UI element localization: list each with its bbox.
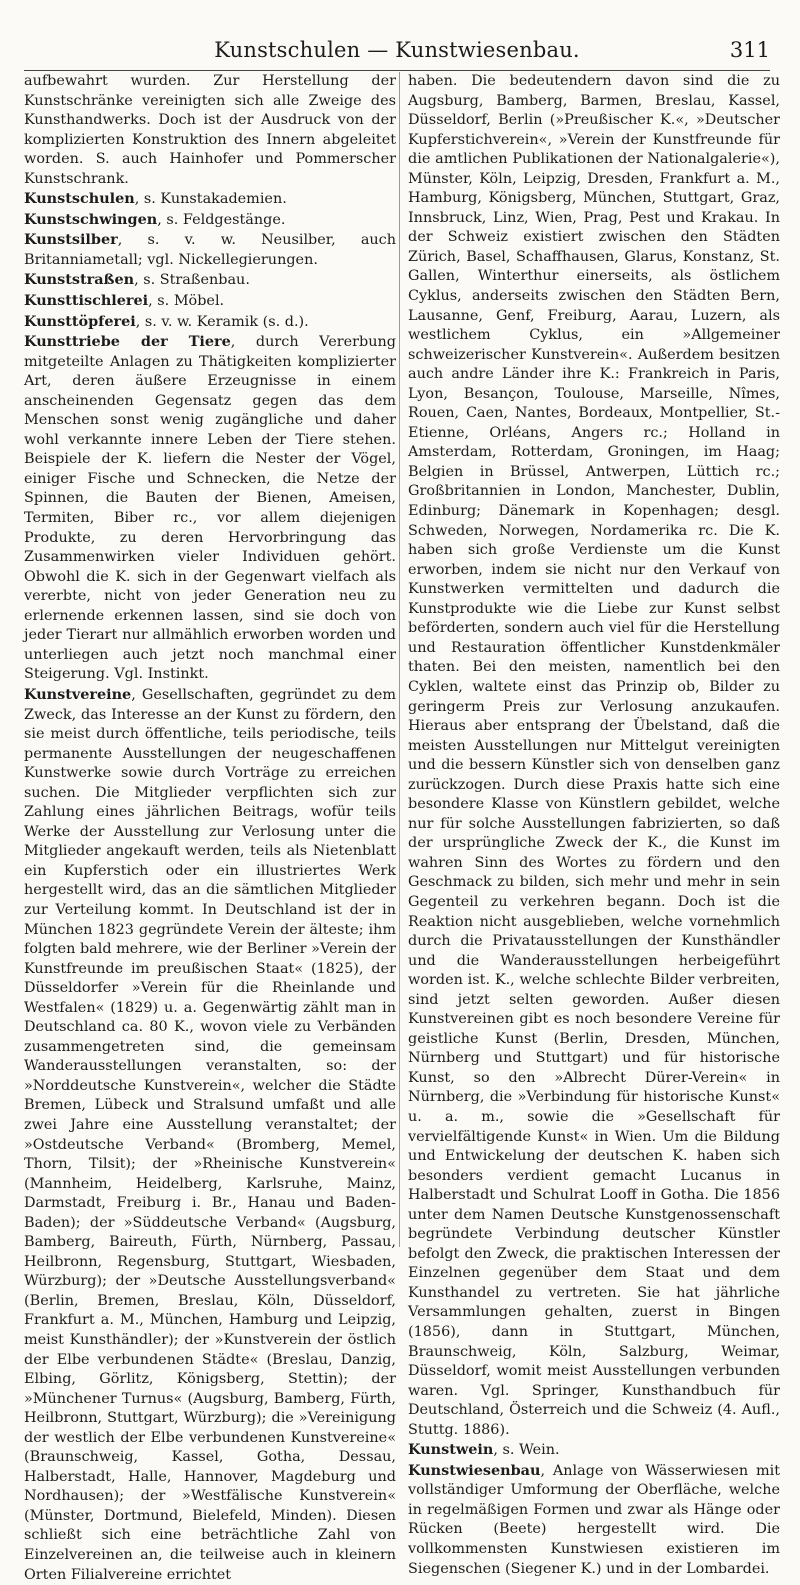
entry-text: , durch Vererbung mitgeteilte Anlagen zu Thätigkeiten komplizierter Art, deren äußere Erzeugnisse in einem anscheinenden Gegensatz gegen das dem Menschen sonst wenig zugängliche und daher wohl verkannte innere Leben der Tiere stehen. Beispiele der K. liefern die Nester der Vögel, einiger Fische und Schnecken, die Netze der Spinnen, die Bauten der Bienen, Ameisen, Termiten, Biber rc., vor allem diejenigen Produkte, zu deren Hervorbringung das Zusammenwirken vieler Individuen gehört. Obwohl die K. sich in der Gegenwart vielfach als vererbte, nicht von jeder Generation neu zu erlernende erkennen lassen, sind sie doch von jeder Tierart nur allmählich erworben worden und unterliegen auch jetzt noch manchmal einer Steigerung. Vgl. Instinkt.	[24, 334, 396, 683]
dictionary-entry	[408, 1461, 780, 1579]
entry-headword: Kunstschulen	[24, 190, 135, 208]
left-column	[24, 72, 396, 1585]
entry-text: , s. Straßenbau.	[134, 272, 250, 289]
dictionary-entry	[408, 1440, 780, 1461]
column-divider	[399, 72, 400, 1247]
dictionary-entry	[24, 230, 396, 270]
entry-text: , s. Wein.	[493, 1442, 560, 1459]
dictionary-entry	[24, 189, 396, 210]
entry-text: , s. Feldgestänge.	[157, 211, 286, 228]
entry-headword: Kunstvereine	[24, 685, 132, 703]
entry-text: haben. Die bedeutendern davon sind die zu Augsburg, Bamberg, Barmen, Breslau, Kassel, Düsseldorf, Berlin (»Preußischer K.«, »Deutscher Kupferstichverein«, »Verein der Kunstfreunde für die amtlichen Publikationen der Nationalgalerie«), Münster, Köln, Leipzig, Dresden, Frankfurt a. M., Hamburg, Königsberg, München, Stuttgart, Graz, Innsbruck, Linz, Wien, Prag, Pest und Krakau. In der Schweiz existiert zwischen den Städten Zürich, Basel, Schaffhausen, Glarus, Konstanz, St. Gallen, Winterthur einerseits, als östlichem Cyklus, anderseits zwischen den Städten Bern, Lausanne, Genf, Freiburg, Aarau, Luzern, als westlichem Cyklus, ein »Allgemeiner schweizerischer Kunstverein«. Außerdem besitzen auch andre Länder ihre K.: Frankreich in Paris, Lyon, Besançon, Toulouse, Marseille, Nîmes, Rouen, Caen, Nantes, Bordeaux, Montpellier, St.-Etienne, Orléans, Angers rc.; Holland in Amsterdam, Rotterdam, Groningen, im Haag; Belgien in Brüssel, Antwerpen, Lüttich rc.; Großbritannien in London, Manchester, Dublin, Edinburg; Dänemark in Kopenhagen; desgl. Schweden, Norwegen, Nordamerika rc. Die K. haben sich große Verdienste um die Kunst erworben, indem sie nicht nur den Verkauf von Kunstwerken vermittelten und dadurch die Kunstprodukte wie die Liebe zur Kunst selbst beförderten, sondern auch viel für die Herstellung und Restauration öffentlicher Kunstdenkmäler thaten. Bei den meisten, namentlich bei den Cyklen, waltete einst das Prinzip ob, Bilder zu geringerm Preis zur Verlosung anzukaufen. Hieraus aber entsprang der Übelstand, daß die meisten Ausstellungen nur Mittelgut vereinigten und die bessern Künstler sich von denselben ganz zurückzogen. Durch diese Praxis hatte sich eine besondere Klasse von Künstlern gebildet, welche nur für solche Ausstellungen fabrizierten, so daß der ursprüngliche Zweck der K., die Kunst im wahren Sinn des Wortes zu fördern und den Geschmack zu bilden, sich mehr und mehr in sein Gegenteil zu verkehren begann. Doch ist die Reaktion nicht ausgeblieben, welche vornehmlich durch die Privatausstellungen der Kunsthändler und die Wanderausstellungen herbeigeführt worden ist. K., welche schlechte Bilder verbreiten, sind jetzt selten geworden. Außer diesen Kunstvereinen gibt es noch besondere Vereine für geistliche Kunst (Berlin, Dresden, München, Nürnberg und Stuttgart) und für historische Kunst, so den »Albrecht Dürer-Verein« in Nürnberg, die »Verbindung für historische Kunst« u. a. m., sowie die »Gesellschaft für vervielfältigende Kunst« in Wien. Um die Bildung und Entwickelung der deutschen K. haben sich besonders verdient gemacht Lucanus in Halberstadt und Schulrat Looff in Gotha. Die 1856 unter dem Namen Deutsche Kunstgenossenschaft begründete Verbindung deutscher Künstler befolgt den Zweck, die praktischen Interessen der Einzelnen gegenüber dem Staat und dem Kunsthandel zu vertreten. Sie hat jährliche Versammlungen gehalten, zuerst in Bingen (1856), dann in Stuttgart, München, Braunschweig, Köln, Salzburg, Weimar, Düsseldorf, womit meist Ausstellungen verbunden waren. Vgl. Springer, Kunsthandbuch für Deutschland, Österreich und die Schweiz (4. Aufl., Stuttg. 1886).	[408, 73, 780, 1438]
entry-headword: Kunstsilber	[24, 231, 118, 249]
entry-text: , s. Kunstakademien.	[134, 191, 287, 208]
dictionary-entry	[24, 270, 396, 291]
entry-headword: Kunsttriebe der Tiere	[24, 333, 231, 351]
dictionary-entry	[24, 685, 396, 1585]
entry-headword: Kunsttischlerei	[24, 292, 149, 310]
dictionary-entry	[24, 291, 396, 312]
entry-headword: Kunststraßen	[24, 271, 135, 289]
dictionary-entry	[24, 72, 396, 189]
dictionary-entry	[24, 210, 396, 231]
entry-headword: Kunstwein	[408, 1441, 494, 1459]
dictionary-entry	[24, 312, 396, 333]
entry-text: , Gesellschaften, gegründet zu dem Zweck, das Interesse an der Kunst zu fördern, den sie meist durch öffentliche, teils periodische, teils permanente Ausstellungen der neugeschaffenen Kunstwerke sowie durch Vorträge zu erreichen suchen. Die Mitglieder verpflichten sich zur Zahlung eines jährlichen Beitrags, wofür teils Werke der Ausstellung zur Verlosung unter die Mitglieder angekauft werden, teils als Nietenblatt ein Kupferstich oder ein illustriertes Werk hergestellt wird, das an die sämtlichen Mitglieder zur Verteilung kommt. In Deutschland ist der in München 1823 gegründete Verein der älteste; ihm folgten bald mehrere, wie der Berliner »Verein der Kunstfreunde im preußischen Staat« (1825), der Düsseldorfer »Verein für die Rheinlande und Westfalen« (1829) u. a. Gegenwärtig zählt man in Deutschland ca. 80 K., wovon viele zu Verbänden zusammengetreten sind, die gemeinsam Wanderausstellungen veranstalten, so: der »Norddeutsche Kunstverein«, welcher die Städte Bremen, Lübeck und Stralsund umfaßt und alle zwei Jahre eine Ausstellung veranstaltet; der »Ostdeutsche Verband« (Bromberg, Memel, Thorn, Tilsit); der »Rheinische Kunstverein« (Mannheim, Heidelberg, Karlsruhe, Mainz, Darmstadt, Freiburg i. Br., Hanau und Baden-Baden); der »Süddeutsche Verband« (Augsburg, Bamberg, Baireuth, Fürth, Nürnberg, Passau, Heilbronn, Regensburg, Stuttgart, Wiesbaden, Würzburg); der »Deutsche Ausstellungsverband« (Berlin, Bremen, Breslau, Köln, Düsseldorf, Frankfurt a. M., München, Hamburg und Leipzig, meist Kunsthändler); der »Kunstverein der östlich der Elbe verbundenen Städte« (Breslau, Danzig, Elbing, Görlitz, Königsberg, Stettin); der »Münchener Turnus« (Augsburg, Bamberg, Fürth, Heilbronn, Stuttgart, Würzburg); die »Vereinigung der westlich der Elbe verbundenen Kunstvereine« (Braunschweig, Kassel, Gotha, Dessau, Halberstadt, Halle, Hannover, Magdeburg und Nordhausen); der »Westfälische Kunstverein« (Münster, Dortmund, Bielefeld, Minden). Diesen schließt sich eine beträchtliche Zahl von Einzelvereinen an, die teilweise auch in kleinern Orten Filialvereine errichtet	[24, 686, 396, 1583]
dictionary-entry	[408, 72, 780, 1440]
entry-text: , s. Möbel.	[148, 293, 225, 310]
page-header	[24, 36, 770, 71]
entry-text: , Anlage von Wässerwiesen mit vollständiger Umformung der Oberfläche, welche in regelmäßigen Formen und zwar als Hänge oder Rücken (Beete) hergestellt wird. Die vollkommensten Kunstwiesen existieren im Siegenschen (Siegener K.) und in der Lombardei.	[408, 1462, 780, 1577]
entry-headword: Kunstschwingen	[24, 210, 158, 228]
entry-headword: Kunsttöpferei	[24, 312, 136, 330]
entry-headword: Kunstwiesenbau	[408, 1461, 541, 1479]
page-number: 311	[729, 38, 770, 62]
entry-text: aufbewahrt wurden. Zur Herstellung der Kunstschränke vereinigten sich alle Zweige des Kunsthandwerks. Doch ist der Ausdruck von der komplizierten Konstruktion des Innern abgeleitet worden. S. auch Hainhofer und Pommerscher Kunstschrank.	[24, 73, 396, 187]
running-title: Kunstschulen — Kunstwiesenbau.	[214, 38, 580, 62]
dictionary-entry	[24, 332, 396, 685]
right-column	[408, 72, 780, 1579]
entry-text: , s. v. w. Neusilber, auch Britanniametall; vgl. Nickellegierungen.	[24, 232, 396, 268]
entry-text: , s. v. w. Keramik (s. d.).	[135, 313, 309, 330]
